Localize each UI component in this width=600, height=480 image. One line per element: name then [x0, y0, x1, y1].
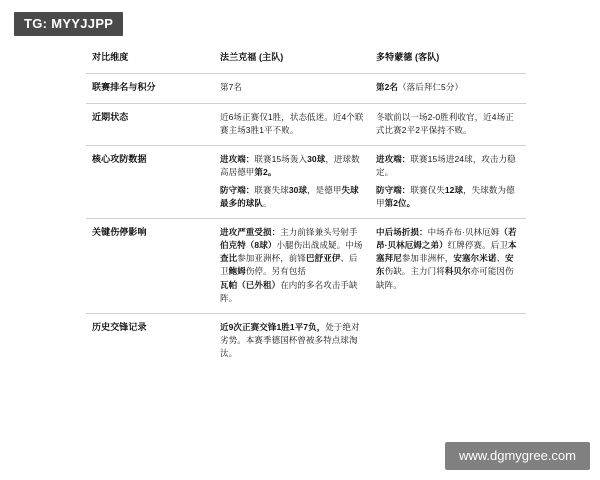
spacer — [376, 180, 520, 184]
cell-away-h2h — [370, 313, 526, 368]
table-row — [86, 218, 526, 313]
row-label-core-stats: 核心攻防数据 — [86, 146, 214, 219]
table-row — [86, 73, 526, 103]
table-row — [86, 146, 526, 219]
cell-home-h2h: 近9次正赛交锋1胜1平7负，处于绝对劣势。本赛季德国杯曾被多特点球淘汰。 — [214, 313, 370, 368]
comparison-table — [86, 44, 526, 368]
cell-home-core-stats: 进攻端：联赛15场轰入30球，进球数高居德甲第2。 防守端：联赛失球30球，是德甲失球最多的球队。 — [214, 146, 370, 219]
table-row — [86, 313, 526, 368]
cell-away-core-stats: 进攻端：联赛15场进24球，攻击力稳定。 防守端：联赛仅失12球，失球数为德甲第2位。 — [370, 146, 526, 219]
row-label-h2h: 历史交锋记录 — [86, 313, 214, 368]
header-home-team: 法兰克福 (主队) — [214, 44, 370, 73]
watermark: www.dgmygree.com — [445, 442, 590, 470]
cell-away-ranking: 第2名（落后拜仁5分） — [370, 73, 526, 103]
tg-badge: TG: MYYJJPP — [14, 12, 123, 36]
header-dimension: 对比维度 — [86, 44, 214, 73]
spacer — [220, 180, 364, 184]
cell-away-form: 冬歇前以一场2-0胜利收官，近4场正式比赛2平2平保持不败。 — [370, 103, 526, 145]
cell-home-injuries: 进攻严重受损：主力前锋兼头号射手伯克特（8球）小腿伤出战成疑。中场查比参加亚洲杯，前锋巴舒亚伊、后卫鲍姆伤停。另有包括瓦帕（已外租）在内的多名攻击手缺阵。 — [214, 218, 370, 313]
row-label-ranking: 联赛排名与积分 — [86, 73, 214, 103]
table-row — [86, 103, 526, 145]
cell-away-injuries: 中后场折损：中场乔布·贝林厄姆（若昂·贝林厄姆之弟）红牌停赛。后卫本塞拜尼参加非洲杯，安塞尔米诺、安东伤缺。主力门将科贝尔亦可能因伤缺阵。 — [370, 218, 526, 313]
cell-home-form: 近6场正赛仅1胜，状态低迷。近4个联赛主场3胜1平不败。 — [214, 103, 370, 145]
header-away-team: 多特蒙德 (客队) — [370, 44, 526, 73]
row-label-form: 近期状态 — [86, 103, 214, 145]
table-header-row — [86, 44, 526, 73]
row-label-injuries: 关键伤停影响 — [86, 218, 214, 313]
cell-home-ranking: 第7名 — [214, 73, 370, 103]
